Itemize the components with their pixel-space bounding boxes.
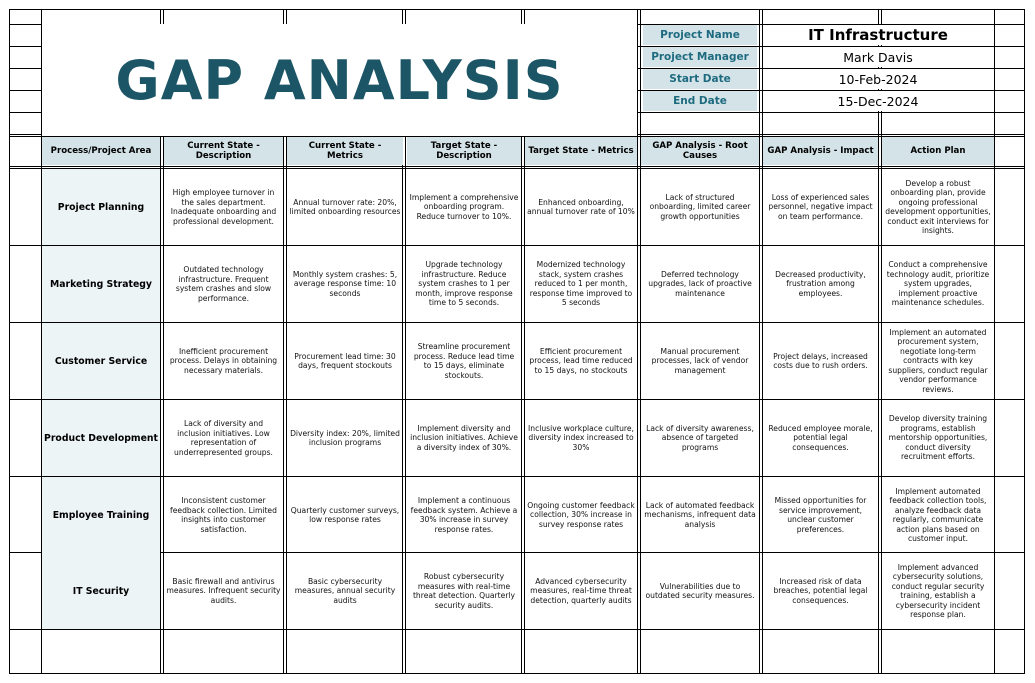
grid-vertical-line [9,9,10,674]
row-area-label: IT Security [42,553,160,629]
table-cell[interactable]: High employee turnover in the sales department. Inadequate onboarding and professional development. [170,188,277,226]
table-cell[interactable]: Robust cybersecurity measures with real-time threat detection. Quarterly security audits. [412,572,516,610]
grid-horizontal-line [9,166,1025,167]
table-cell[interactable]: Lack of diversity and inclusion initiatives. Low representation of underrepresented groups. [174,419,273,457]
table-cell[interactable]: Vulnerabilities due to outdated security measures. [645,581,755,600]
table-cell[interactable]: Deferred technology upgrades, lack of proactive maintenance [648,269,752,298]
table-cell[interactable]: Enhanced onboarding, annual turnover rate of 10% [527,197,635,216]
table-cell[interactable]: Manual procurement processes, lack of vendor management [651,346,749,375]
grid-vertical-line [1024,9,1025,674]
table-cell[interactable]: Project delays, increased costs due to rush orders. [773,351,868,370]
column-header: GAP Analysis - Root Causes [641,137,759,165]
table-cell[interactable]: Quarterly customer surveys, low response rates [290,505,400,524]
table-cell[interactable]: Inefficient procurement process. Delays in obtaining necessary materials. [169,346,278,375]
table-cell[interactable]: Monthly system crashes: 5, average response time: 10 seconds [292,269,398,298]
table-cell[interactable]: Efficient procurement process, lead time reduced to 15 days, no stockouts [529,346,633,375]
page-title: GAP ANALYSIS [42,24,637,136]
table-cell[interactable]: Decreased productivity, frustration among employees. [775,269,866,298]
column-header: Target State - Description [407,137,521,165]
start-date-value[interactable]: 10-Feb-2024 [763,69,993,89]
grid-horizontal-line [9,629,1025,630]
end-date-label: End Date [643,91,757,111]
table-cell[interactable]: Implement an automated procurement system, negotiate long-term contracts with key suppliers, conduct regular vendor performance reviews. [888,327,988,394]
table-cell[interactable]: Upgrade technology infrastructure. Reduce system crashes to 1 per month, improve response time to 5 seconds. [415,260,513,308]
table-cell[interactable]: Increased risk of data breaches, potential legal consequences. [773,576,868,605]
grid-vertical-line [994,9,995,674]
table-cell[interactable]: Basic firewall and antivirus measures. Infrequent security audits. [166,576,281,605]
table-cell[interactable]: Outdated technology infrastructure. Frequent system crashes and slow performance. [175,265,272,303]
column-header: Action Plan [882,137,994,165]
table-cell[interactable]: Procurement lead time: 30 days, frequent stockouts [294,351,396,370]
table-cell[interactable]: Diversity index: 20%, limited inclusion programs [290,428,400,447]
table-cell[interactable]: Develop a robust onboarding plan, provide ongoing professional development opportunities, conduct exit interviews for insights. [885,178,991,235]
table-cell[interactable]: Lack of diversity awareness, absence of targeted programs [646,423,754,452]
start-date-label: Start Date [643,69,757,89]
column-header: Current State - Metrics [287,137,403,165]
table-cell[interactable]: Implement a comprehensive onboarding program. Reduce turnover to 10%. [409,192,519,221]
table-cell[interactable]: Lack of automated feedback mechanisms, infrequent data analysis [644,500,756,529]
grid-horizontal-line [9,673,1025,674]
table-cell[interactable]: Implement diversity and inclusion initiatives. Achieve a diversity index of 30%. [410,423,518,452]
row-area-label: Project Planning [42,169,160,245]
table-cell[interactable]: Develop diversity training programs, establish mentorship opportunities, conduct diversity recruitment efforts. [888,414,988,462]
table-cell[interactable]: Inclusive workplace culture, diversity index increased to 30% [528,423,634,452]
project-manager-value[interactable]: Mark Davis [763,47,993,67]
table-cell[interactable]: Implement automated feedback collection tools, analyze feedback data regularly, communicate action plans based on customer input. [889,486,987,543]
row-area-label: Marketing Strategy [42,246,160,322]
table-cell[interactable]: Implement a continuous feedback system. Achieve a 30% increase in survey response rates. [410,496,518,534]
table-cell[interactable]: Reduced employee morale, potential legal consequences. [768,423,873,452]
table-cell[interactable]: Streamline procurement process. Reduce lead time to 15 days, eliminate stockouts. [413,342,515,380]
column-header: Process/Project Area [42,137,160,165]
project-name-value[interactable]: IT Infrastructure [763,25,993,45]
table-cell[interactable]: Implement advanced cybersecurity solutions, conduct regular security training, establish a cybersecurity incident response plan. [891,562,985,619]
table-cell[interactable]: Advanced cybersecurity measures, real-time threat detection, quarterly audits [530,576,632,605]
column-header: Current State - Description [164,137,283,165]
table-cell[interactable]: Annual turnover rate: 20%, limited onboarding resources [289,197,401,216]
table-cell[interactable]: Inconsistent customer feedback collection. Limited insights into customer satisfaction. [170,496,277,534]
table-cell[interactable]: Conduct a comprehensive technology audit, prioritize system upgrades, implement proactive maintenance schedules. [886,260,990,308]
row-area-label: Product Development [42,400,160,476]
table-cell[interactable]: Modernized technology stack, system crashes reduced to 1 per month, response time improved to 5 seconds [529,260,633,308]
row-area-label: Employee Training [42,477,160,553]
end-date-value[interactable]: 15-Dec-2024 [763,91,993,111]
grid-horizontal-line [9,9,1025,10]
project-name-label: Project Name [643,25,757,45]
table-cell[interactable]: Lack of structured onboarding, limited career growth opportunities [649,192,751,221]
table-cell[interactable]: Ongoing customer feedback collection, 30% increase in survey response rates [527,500,635,529]
column-header: Target State - Metrics [525,137,637,165]
project-manager-label: Project Manager [643,47,757,67]
grid-vertical-line [637,9,638,674]
column-header: GAP Analysis - Impact [763,137,878,165]
table-cell[interactable]: Loss of experienced sales personnel, negative impact on team performance. [768,192,873,221]
table-cell[interactable]: Basic cybersecurity measures, annual security audits [294,576,396,605]
row-area-label: Customer Service [42,323,160,399]
grid-vertical-line [759,9,760,674]
table-cell[interactable]: Missed opportunities for service improvement, unclear customer preferences. [774,496,867,534]
